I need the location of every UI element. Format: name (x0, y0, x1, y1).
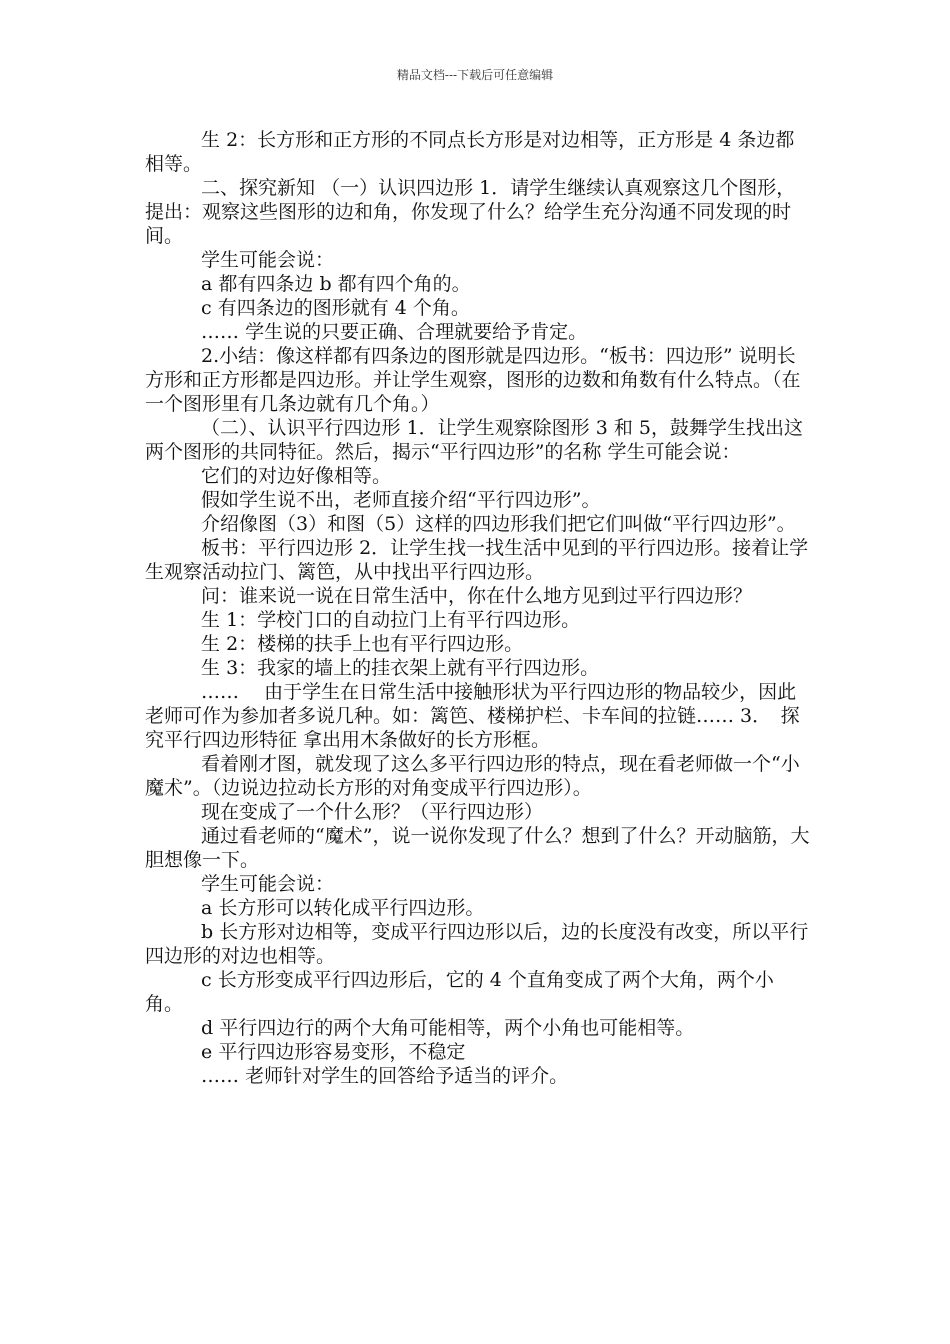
paragraph: 生 2：楼梯的扶手上也有平行四边形。 (201, 633, 524, 655)
paragraph: 问：谁来说一说在日常生活中，你在什么地方见到过平行四边形？ (201, 585, 753, 607)
paragraph: 板书：平行四边形 2．让学生找一找生活中见到的平行四边形。接着让学生观察活动拉门、篱笆，从中找出平行四边形。 (145, 537, 809, 583)
paragraph: 介绍像图（3）和图（5）这样的四边形我们把它们叫做“平行四边形”。 (201, 513, 796, 535)
page-header: 精品文档---下载后可任意编辑 (396, 68, 554, 82)
paragraph: e 平行四边形容易变形，不稳定 (201, 1041, 466, 1063)
paragraph: 现在变成了一个什么形？（平行四边形） (201, 801, 544, 823)
paragraph: …… 学生说的只要正确、合理就要给予肯定。 (201, 321, 588, 343)
paragraph: （二）、认识平行四边形 1．让学生观察除图形 3 和 5，鼓舞学生找出这两个图形的共同特征。然后，揭示“平行四边形”的名称 学生可能会说： (145, 417, 803, 463)
paragraph: a 都有四条边 b 都有四个角的。 (201, 273, 471, 295)
paragraph: 生 3：我家的墙上的挂衣架上就有平行四边形。 (201, 657, 600, 679)
paragraph: c 有四条边的图形就有 4 个角。 (201, 297, 470, 319)
paragraph: 2.小结：像这样都有四条边的图形就是四边形。“板书：四边形” 说明长方形和正方形都是四边形。并让学生观察，图形的边数和角数有什么特点。（在一个图形里有几条边就有几个角。） (145, 345, 801, 415)
paragraph: …… 由于学生在日常生活中接触形状为平行四边形的物品较少，因此老师可作为参加者多说几种。如：篱笆、楼梯护栏、卡车间的拉链…… 3． 探究平行四边形特征 拿出用木条做好的长方形框。 (145, 681, 800, 751)
paragraph: a 长方形可以转化成平行四边形。 (201, 897, 485, 919)
paragraph: 学生可能会说： (201, 873, 335, 895)
paragraph: 学生可能会说： (201, 249, 335, 271)
document-body (145, 128, 810, 1088)
paragraph: 通过看老师的“魔术”，说一说你发现了什么？想到了什么？开动脑筋，大胆想像一下。 (145, 825, 810, 871)
paragraph: b 长方形对边相等，变成平行四边形以后，边的长度没有改变，所以平行四边形的对边也相等。 (145, 921, 809, 967)
paragraph: 假如学生说不出，老师直接介绍“平行四边形”。 (201, 489, 601, 511)
paragraph: …… 老师针对学生的回答给予适当的评介。 (201, 1065, 569, 1087)
paragraph: 看着刚才图，就发现了这么多平行四边形的特点，现在看老师做一个“小魔术”。（边说边拉动长方形的对角变成平行四边形）。 (145, 753, 800, 799)
paragraph: 生 2：长方形和正方形的不同点长方形是对边相等，正方形是 4 条边都相等。 (145, 129, 795, 175)
paragraph: c 长方形变成平行四边形后，它的 4 个直角变成了两个大角，两个小角。 (145, 969, 774, 1015)
paragraph: 生 1：学校门口的自动拉门上有平行四边形。 (201, 609, 581, 631)
paragraph: d 平行四边行的两个大角可能相等，两个小角也可能相等。 (201, 1017, 695, 1039)
paragraph: 二、探究新知 （一）认识四边形 1．请学生继续认真观察这几个图形，提出：观察这些图形的边和角，你发现了什么？给学生充分沟通不同发现的时间。 (145, 177, 796, 247)
paragraph: 它们的对边好像相等。 (201, 465, 392, 487)
